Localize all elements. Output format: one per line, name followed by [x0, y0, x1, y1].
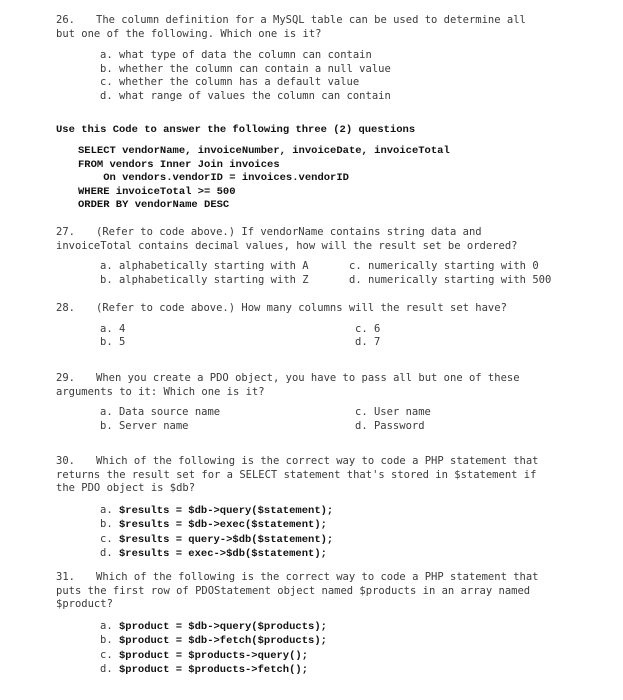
code-line: WHERE invoiceTotal >= 500	[78, 185, 236, 198]
option-grid	[56, 323, 611, 350]
code-line: On vendors.vendorID = invoices.vendorID	[78, 172, 349, 184]
option-b: b. alphabetically starting with Z	[100, 273, 309, 286]
option-c	[100, 649, 611, 664]
option-b: b. whether the column can contain a null value	[100, 62, 391, 75]
question-text: When you create a PDO object, you have to pass all but one of these	[96, 372, 520, 384]
question-number: 26.	[56, 14, 75, 26]
question-number: 27.	[56, 226, 75, 238]
option-a: a. alphabetically starting with A	[100, 260, 309, 272]
code-line: SELECT vendorName, invoiceNumber, invoiceDate, invoiceTotal	[78, 145, 450, 157]
question-text: Which of the following is the correct way to code a PHP statement that	[96, 455, 539, 467]
option-b	[100, 634, 611, 649]
option-c: c. whether the column has a default value	[100, 76, 360, 88]
option-d	[100, 663, 611, 678]
option-a	[100, 504, 611, 519]
option-d: d. 7	[355, 336, 381, 348]
question-28	[56, 302, 611, 350]
option-letter: b.	[100, 518, 113, 530]
option-a: a. Data source name	[100, 406, 221, 418]
option-letter: d.	[100, 663, 113, 675]
question-text-cont: but one of the following. Which one is it?	[56, 27, 322, 40]
option-c: c. numerically starting with 0	[349, 260, 539, 272]
option-grid	[56, 406, 611, 433]
question-text-cont: invoiceTotal contains decimal values, how will the result set be ordered?	[56, 239, 518, 252]
option-d: d. numerically starting with 500	[349, 273, 552, 286]
option-list	[56, 620, 611, 678]
option-c: c. 6	[355, 322, 381, 335]
option-code: $product = $products->fetch();	[118, 664, 309, 676]
option-code: $product = $products->query();	[118, 649, 309, 662]
option-code: $results = exec->$db($statement);	[118, 548, 327, 560]
option-a	[100, 620, 611, 635]
code-section-heading: Use this Code to answer the following three (2) questions	[56, 124, 416, 136]
code-line: FROM vendors Inner Join invoices	[78, 158, 280, 171]
question-number: 31.	[56, 571, 75, 583]
question-27	[56, 226, 611, 287]
option-code: $results = $db->exec($statement);	[118, 519, 327, 531]
option-list	[56, 504, 611, 562]
question-text-cont: the PDO object is $db?	[56, 482, 196, 494]
question-text: Which of the following is the correct way to code a PHP statement that	[96, 571, 539, 583]
option-d: d. Password	[355, 419, 425, 432]
option-letter: a.	[100, 503, 113, 516]
option-code: $product = $db->query($products);	[118, 620, 327, 633]
question-text-cont: arguments to it: Which one is it?	[56, 385, 265, 398]
code-line: ORDER BY vendorName DESC	[78, 199, 230, 211]
option-grid	[56, 260, 611, 287]
question-text: (Refer to code above.) If vendorName contains string data and	[96, 226, 482, 238]
option-code: $results = query->$db($statement);	[118, 533, 334, 546]
question-text-cont: puts the first row of PDOStatement object named $products in an array named	[56, 584, 531, 597]
option-d: d. what range of values the column can contain	[100, 89, 391, 102]
question-text: The column definition for a MySQL table can be used to determine all	[96, 14, 526, 26]
question-text-cont: returns the result set for a SELECT statement that's stored in $statement if	[56, 468, 537, 481]
option-letter: b.	[100, 634, 113, 646]
option-c: c. User name	[355, 406, 431, 418]
question-31	[56, 571, 611, 678]
option-b: b. 5	[100, 336, 126, 348]
option-c	[100, 533, 611, 548]
option-letter: a.	[100, 619, 113, 632]
option-b: b. Server name	[100, 419, 189, 432]
question-number: 29.	[56, 372, 75, 384]
question-number: 30.	[56, 455, 75, 467]
question-number: 28.	[56, 302, 75, 314]
question-26	[56, 14, 611, 103]
option-code: $product = $db->fetch($products);	[118, 635, 327, 647]
option-code: $results = $db->query($statement);	[118, 504, 334, 517]
question-text: (Refer to code above.) How many columns will the result set have?	[96, 302, 507, 314]
option-list	[56, 49, 611, 103]
option-d	[100, 547, 611, 562]
option-letter: c.	[100, 532, 113, 545]
question-30	[56, 455, 611, 562]
option-a: a. 4	[100, 322, 126, 335]
option-a: a. what type of data the column can contain	[100, 49, 372, 61]
question-29	[56, 372, 611, 433]
option-letter: c.	[100, 648, 113, 661]
question-text-cont: $product?	[56, 598, 113, 610]
sql-code-block	[78, 145, 450, 213]
option-letter: d.	[100, 547, 113, 559]
option-b	[100, 518, 611, 533]
